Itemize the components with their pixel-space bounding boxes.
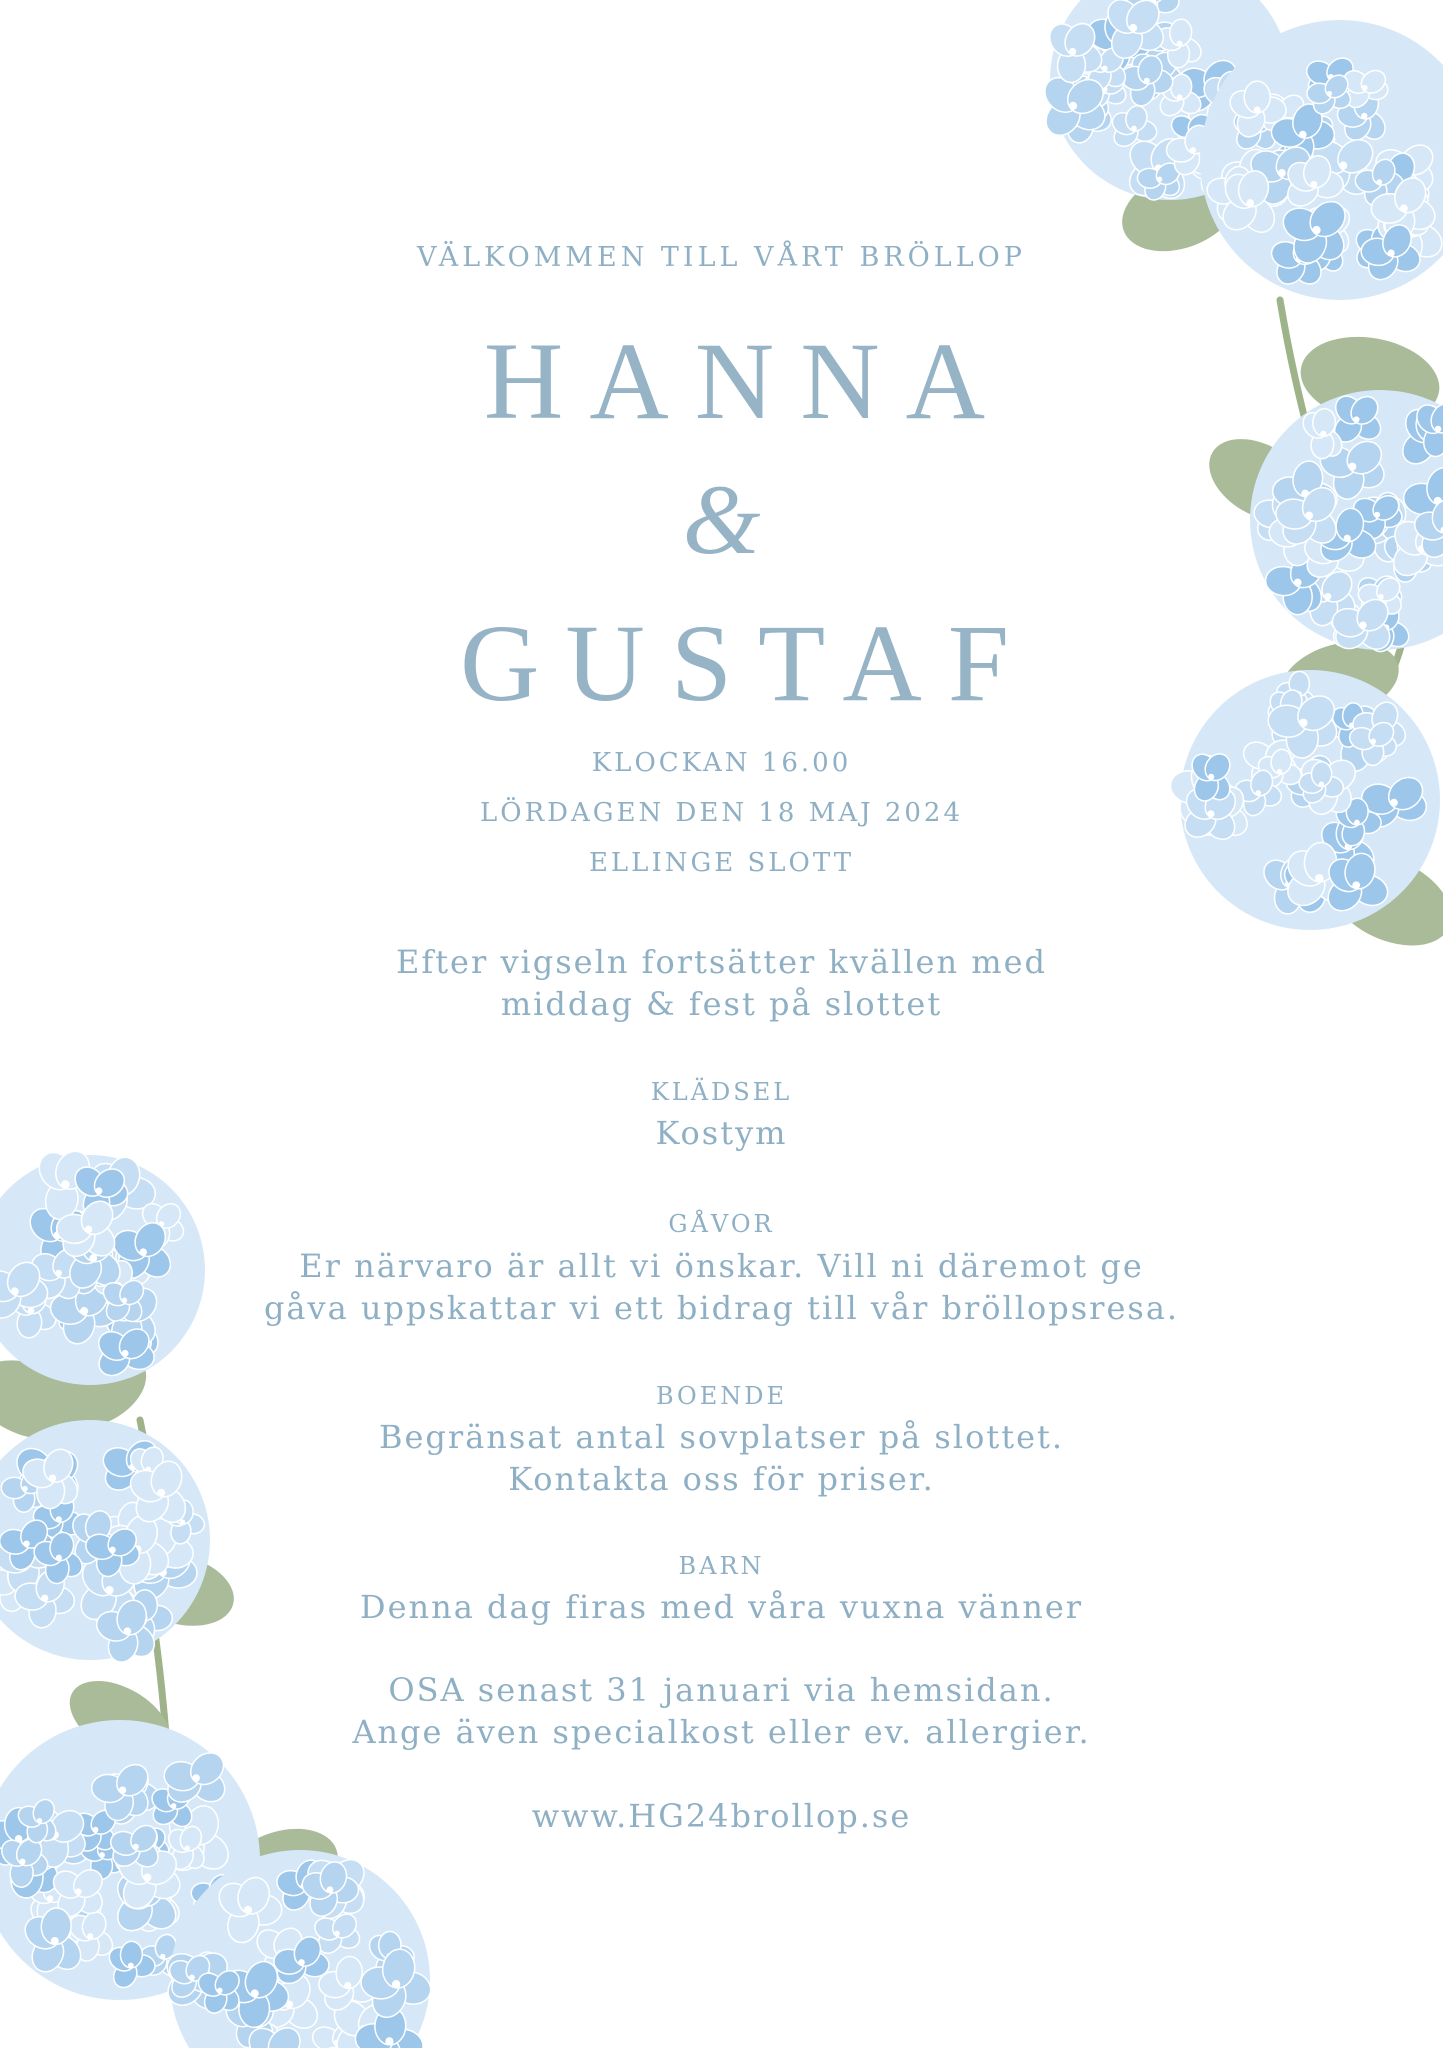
- intro-line-2: middag & fest på slottet: [500, 985, 943, 1023]
- lodging-line-2: Kontakta oss för priser.: [508, 1460, 935, 1498]
- children-text: Denna dag firas med våra vuxna vänner: [359, 1588, 1084, 1626]
- event-date: LÖRDAGEN DEN 18 MAJ 2024: [480, 798, 963, 828]
- welcome-heading: VÄLKOMMEN TILL VÅRT BRÖLLOP: [417, 242, 1026, 273]
- children-title: BARN: [678, 1552, 765, 1580]
- rsvp-line-2: Ange även specialkost eller ev. allergier.: [352, 1713, 1091, 1751]
- lodging-title: BOENDE: [655, 1382, 788, 1410]
- event-venue: ELLINGE SLOTT: [588, 848, 855, 878]
- ampersand: &: [682, 464, 761, 575]
- website-text: www.HG24brollop.se: [531, 1797, 912, 1835]
- intro-line-1: Efter vigseln fortsätter kvällen med: [395, 943, 1048, 981]
- gifts-line-2: gåva uppskattar vi ett bidrag till vår bröllopsresa.: [263, 1289, 1180, 1327]
- dress-code-text: Kostym: [655, 1114, 788, 1152]
- gifts-title: GÅVOR: [668, 1210, 775, 1238]
- lodging-line-1: Begränsat antal sovplatser på slottet.: [378, 1418, 1065, 1456]
- gifts-line-1: Er närvaro är allt vi önskar. Vill ni däremot ge: [299, 1247, 1144, 1285]
- groom-name: GUSTAF: [459, 602, 1036, 724]
- event-time: KLOCKAN 16.00: [591, 748, 852, 778]
- bride-name: HANNA: [483, 320, 1012, 442]
- dress-code-title: KLÄDSEL: [650, 1078, 793, 1106]
- rsvp-line-1: OSA senast 31 januari via hemsidan.: [388, 1671, 1055, 1709]
